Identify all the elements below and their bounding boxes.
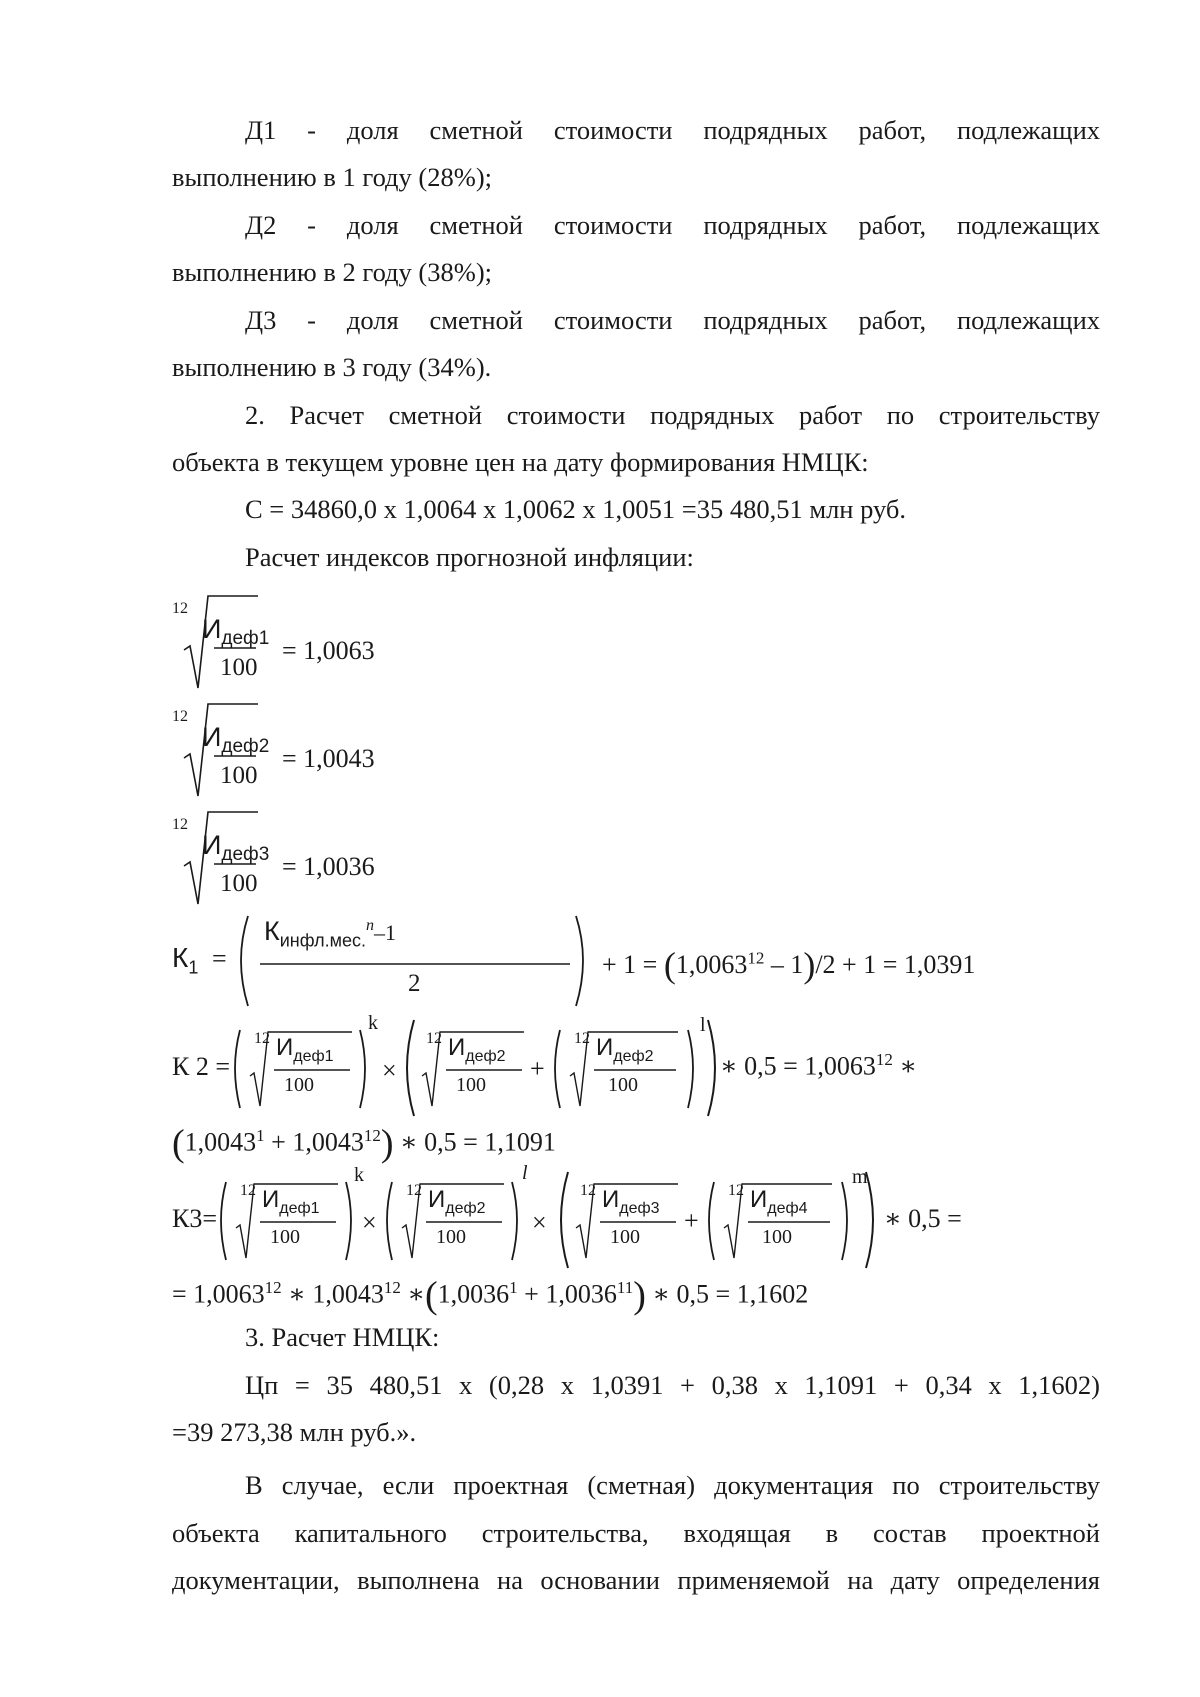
- last-para-line-3: документации, выполнена на основании применяемой на дату определения: [172, 1565, 1100, 1595]
- last-para-line-2: объекта капитального строительства, входящая в состав проектной: [172, 1518, 1100, 1548]
- k1-label: $К_1$: [172, 942, 199, 978]
- k3-t3-index: 12: [580, 1182, 596, 1199]
- k2-exp-l: l: [700, 1014, 706, 1036]
- root-denominator: 100: [220, 654, 258, 681]
- k1-formula: [172, 912, 1102, 1012]
- k1-denominator: 2: [408, 970, 421, 997]
- k2-line-2: $(1,0043^1 + 1,0043^{12})$ ∗ 0,5 = 1,1091: [172, 1122, 556, 1165]
- k3-t2-index: 12: [406, 1182, 422, 1199]
- k2-t1-den: 100: [284, 1074, 314, 1096]
- root-denominator: 100: [220, 762, 258, 789]
- k2-t2-num: $И_{деф2}$: [448, 1034, 506, 1065]
- k2-t3-index: 12: [574, 1030, 590, 1047]
- k2-formula: [172, 1008, 1102, 1118]
- root-formula-1: [172, 592, 872, 692]
- k3-t4-index: 12: [728, 1182, 744, 1199]
- section-2-line-1: 2. Расчет сметной стоимости подрядных работ по строительству: [245, 400, 1100, 430]
- root-index: 12: [172, 816, 188, 833]
- root-index: 12: [172, 708, 188, 725]
- k3-tail: ∗ 0,5 =: [884, 1204, 962, 1233]
- k2-t3-num: $И_{деф2}$: [596, 1034, 654, 1065]
- k2-t1-num: $И_{деф1}$: [276, 1034, 334, 1065]
- k3-t1-den: 100: [270, 1226, 300, 1248]
- k3-t1-num: $И_{деф1}$: [262, 1186, 320, 1217]
- c-formula: С = 34860,0 х 1,0064 х 1,0062 х 1,0051 =35 480,51 млн руб.: [245, 494, 907, 524]
- d1-line-1: Д1 - доля сметной стоимости подрядных работ, подлежащих: [245, 115, 1100, 145]
- d2-line-1: Д2 - доля сметной стоимости подрядных работ, подлежащих: [245, 210, 1100, 240]
- k3-structure: [216, 1160, 956, 1270]
- k2-times: ×: [382, 1056, 397, 1085]
- root-numerator: $И_{деф3}$: [202, 830, 270, 865]
- k3-t1-index: 12: [240, 1182, 256, 1199]
- k3-t2-num: $И_{деф2}$: [428, 1186, 486, 1217]
- section-3-title: 3. Расчет НМЦК:: [245, 1322, 440, 1352]
- k3-exp-l: l: [522, 1162, 528, 1184]
- root-numerator: $И_{деф2}$: [202, 722, 270, 757]
- k1-equals: =: [212, 944, 227, 973]
- k3-times-2: ×: [532, 1208, 547, 1237]
- k3-t4-den: 100: [762, 1226, 792, 1248]
- k3-t4-num: $И_{деф4}$: [750, 1186, 808, 1217]
- d2-line-2: выполнению в 2 году (38%);: [172, 257, 493, 287]
- root-index: 12: [172, 600, 188, 617]
- k2-t2-index: 12: [426, 1030, 442, 1047]
- k3-times-1: ×: [362, 1208, 377, 1237]
- inflation-title: Расчет индексов прогнозной инфляции:: [245, 542, 694, 572]
- d3-line-1: Д3 - доля сметной стоимости подрядных работ, подлежащих: [245, 305, 1100, 335]
- root-result: = 1,0043: [282, 744, 375, 773]
- d3-line-2: выполнению в 3 году (34%).: [172, 352, 492, 382]
- k2-t3-den: 100: [608, 1074, 638, 1096]
- k2-exp-k: k: [368, 1012, 378, 1034]
- root-formula-3: [172, 808, 872, 908]
- cp-formula-line-1: Цп = 35 480,51 х (0,28 х 1,0391 + 0,38 х 1,1091 + 0,34 х 1,1602): [245, 1370, 1100, 1400]
- k3-plus: +: [684, 1206, 699, 1235]
- root-formula-2: [172, 700, 872, 800]
- k2-tail: ∗ $0,5 = 1,0063^{12}$ ∗: [720, 1050, 918, 1081]
- k3-t2-den: 100: [436, 1226, 466, 1248]
- k3-formula: [172, 1160, 1102, 1270]
- d1-line-2: выполнению в 1 году (28%);: [172, 162, 493, 192]
- k2-label: К 2 =: [172, 1052, 231, 1081]
- k3-line-2: = $1,0063^{12}$ ∗ 1,0043$^{12}$ $∗(1,0036^1 + 1,0036^{11})$ ∗ 0,5 = 1,1602: [172, 1274, 809, 1317]
- k2-t2-den: 100: [456, 1074, 486, 1096]
- root-denominator: 100: [220, 870, 258, 897]
- k2-plus: +: [530, 1054, 545, 1083]
- k3-label: К3=: [172, 1204, 218, 1233]
- k3-exp-m: m: [852, 1166, 868, 1188]
- root-result: = 1,0063: [282, 636, 375, 665]
- k2-t1-index: 12: [254, 1030, 270, 1047]
- section-2-line-2: объекта в текущем уровне цен на дату формирования НМЦК:: [172, 447, 869, 477]
- last-para-line-1: В случае, если проектная (сметная) документация по строительству: [245, 1470, 1100, 1500]
- root-result: = 1,0036: [282, 852, 375, 881]
- root-numerator: $И_{деф1}$: [202, 614, 270, 649]
- k1-numerator: $К_{инфл.мес.}^n-1$: [264, 916, 397, 951]
- k3-exp-k: k: [354, 1164, 364, 1186]
- k1-rest: + 1 = (1,0063$^{12}$ – 1)/2 + 1 = 1,0391: [602, 945, 976, 985]
- k3-t3-num: $И_{деф3}$: [602, 1186, 660, 1217]
- k3-t3-den: 100: [610, 1226, 640, 1248]
- cp-formula-line-2: =39 273,38 млн руб.».: [172, 1417, 417, 1447]
